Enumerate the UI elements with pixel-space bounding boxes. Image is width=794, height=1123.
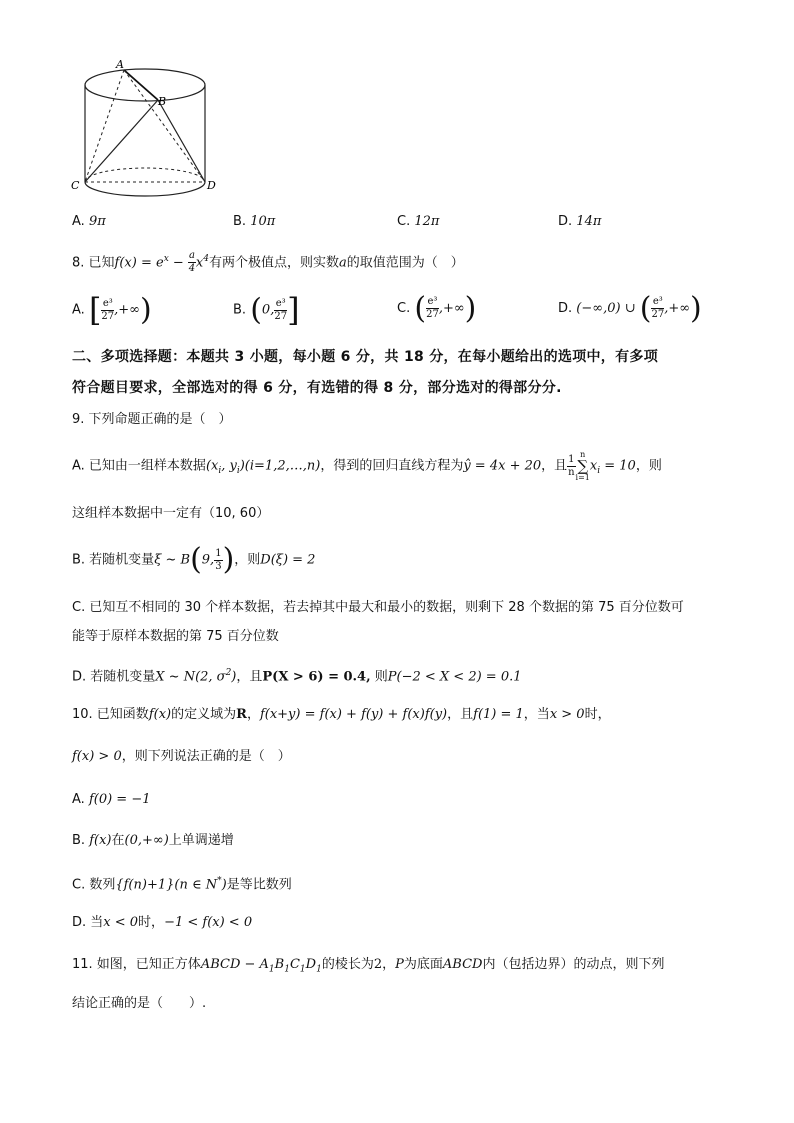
- segment-bc: [85, 100, 158, 182]
- label-b: B: [158, 95, 167, 108]
- segment-bd: [158, 100, 205, 182]
- q10-option-c[interactable]: C. 数列{f(n)+1}(n ∈ N*)是等比数列: [72, 876, 292, 893]
- q7-option-d[interactable]: D. 14π: [558, 214, 602, 229]
- q7-option-b[interactable]: B. 10π: [233, 214, 276, 229]
- q8-option-a[interactable]: A. [ $\frac{\text{e³}}{27}$ ,+∞): [72, 291, 152, 329]
- q10-stem-line1: 10. 已知函数f(x)的定义域为R，f(x+y) = f(x) + f(y) + f(x)f(y)，且f(1) = 1，当x > 0时，: [72, 707, 611, 722]
- q9-option-c-line1[interactable]: C. 已知互不相同的 30 个样本数据，若去掉其中最大和最小的数据，则剩下 28 个数据的第 75 百分位数可: [72, 600, 684, 615]
- q10-option-a[interactable]: A. f(0) = −1: [72, 792, 151, 807]
- q10-option-d[interactable]: D. 当x < 0时，−1 < f(x) < 0: [72, 915, 253, 930]
- q10-stem-line2: f(x) > 0，则下列说法正确的是（ ）: [72, 749, 291, 764]
- q9-option-a-line1[interactable]: A. 已知由一组样本数据($x_i$, $y_i)(i=1,2,\dots,n)$，得到的回归直线方程为ŷ = 4x + 20，且 $\frac{1}{n}$ n ∑ i=1 $x_i = 10$，则: [72, 450, 662, 482]
- q8-frac: $\frac{a}{4}$: [188, 250, 196, 275]
- q9-option-d[interactable]: D. 若随机变量X ~ N(2, $\sigma^2$)，且P(X > 6) = 0.4, 则P(−2 < X < 2) = 0.1: [72, 668, 522, 685]
- segment-ac: [85, 70, 124, 182]
- q8-stem: 8. 已知$f(x) = e^x$ − $\frac{a}{4}$ $x^4$有两个极值点，则实数a的取值范围为（ ）: [72, 250, 464, 275]
- segment-ab: [124, 70, 158, 100]
- q11-stem-line1: 11. 如图，已知正方体ABCD − $A_1B_1C_1D_1$的棱长为2，P为底面ABCD内（包括边界）的动点，则下列: [72, 957, 665, 975]
- bottom-ellipse-front: [85, 182, 205, 196]
- q9-option-a-line2: 这组样本数据中一定有（10, 60）: [72, 506, 270, 521]
- q9-stem: 9. 下列命题正确的是（ ）: [72, 412, 232, 427]
- section2-line2: 符合题目要求，全部选对的得 6 分，有选错的得 8 分，部分选对的得部分分.: [72, 380, 562, 396]
- q9-option-c-line2: 能等于原样本数据的第 75 百分位数: [72, 629, 279, 644]
- q11-stem-line2: 结论正确的是（ ）.: [72, 996, 207, 1011]
- q8-option-c[interactable]: C. ( $\frac{\text{e³}}{27}$ ,+∞): [397, 291, 477, 326]
- label-a: A: [116, 58, 124, 71]
- cylinder-figure: [70, 55, 220, 200]
- q10-option-b[interactable]: B. f(x)在(0,+∞)上单调递增: [72, 833, 234, 848]
- section2-line1: 二、多项选择题：本题共 3 小题，每小题 6 分，共 18 分，在每小题给出的选项中，有多项: [72, 349, 659, 365]
- top-ellipse: [85, 69, 205, 101]
- label-c: C: [71, 179, 80, 192]
- q7-option-a[interactable]: A. 9π: [72, 214, 106, 229]
- q9-option-b[interactable]: B. 若随机变量ξ ~ B(9, $\frac{1}{3}$ )，则D(ξ) = 2: [72, 542, 316, 577]
- label-d: D: [207, 179, 216, 192]
- q7-option-c[interactable]: C. 12π: [397, 214, 440, 229]
- q8-option-b[interactable]: B. (0, $\frac{\text{e³}}{27}$ ]: [233, 291, 300, 329]
- bottom-ellipse-back: [85, 168, 205, 182]
- segment-ad: [124, 70, 205, 182]
- q8-option-d[interactable]: D. (−∞,0) ∪ ( $\frac{\text{e³}}{27}$ ,+∞): [558, 291, 702, 326]
